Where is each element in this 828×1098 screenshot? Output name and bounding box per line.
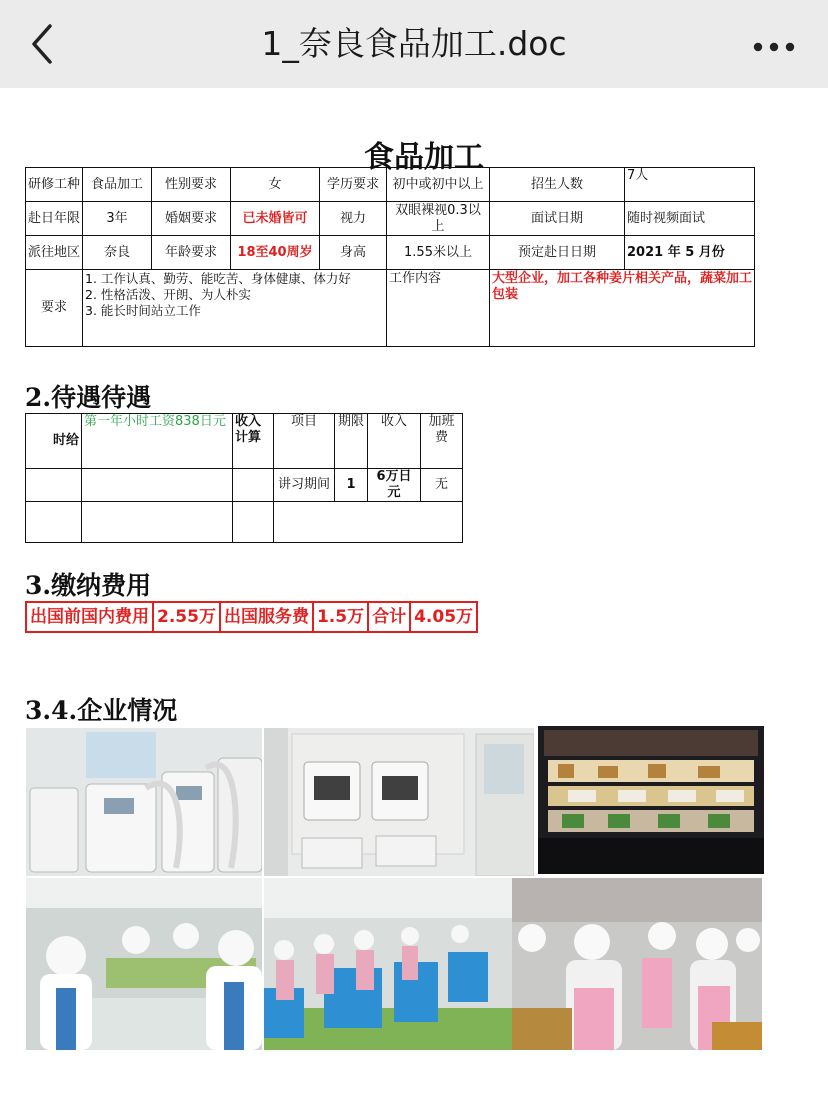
section-heading-fees: 3.缴纳费用 [25,571,152,600]
table-cell: 6万日元 [368,469,421,502]
table-cell: 招生人数 [490,168,625,202]
table-cell: 视力 [320,202,387,236]
doc-heading: 食品加工 [364,140,484,175]
table-cell: 18至40周岁 [231,236,320,270]
table-cell [82,469,233,502]
requirements-cell [83,270,387,347]
table-cell [274,502,463,543]
table-cell: 性别要求 [152,168,231,202]
fee-cell: 出国前国内费用 [26,602,153,632]
table-row [26,168,755,202]
table-cell: 面试日期 [490,202,625,236]
table-cell: 已未婚皆可 [231,202,320,236]
fee-cell: 4.05万 [410,602,477,632]
fee-cell: 2.55万 [153,602,220,632]
wage-cell: 第一年小时工资838日元 [82,414,233,469]
fee-cell: 出国服务费 [220,602,313,632]
section-heading-company: 3.4.企业情况 [25,696,178,725]
table-cell: 女 [231,168,320,202]
table-row [26,602,477,632]
table-cell [82,502,233,543]
table-cell: 收入计算 [233,414,274,469]
table-cell: 加班费 [421,414,463,469]
fees-table [25,601,478,633]
more-options-icon[interactable] [752,38,796,50]
table-cell: 婚姻要求 [152,202,231,236]
table-cell: 学历要求 [320,168,387,202]
workers-sorting-vegetables-photo [26,878,262,1050]
table-cell: 要求 [26,270,83,347]
table-cell: 时给 [26,414,82,469]
table-cell [26,502,82,543]
table-cell: 双眼裸视0.3以上 [387,202,490,236]
table-cell: 期限 [335,414,368,469]
table-row [26,270,755,347]
table-cell: 收入 [368,414,421,469]
table-cell: 赴日年限 [26,202,83,236]
table-cell: 派往地区 [26,236,83,270]
table-cell: 2021 年 5 月份 [625,236,755,270]
table-cell: 初中或初中以上 [387,168,490,202]
table-cell: 预定赴日日期 [490,236,625,270]
table-row [26,202,755,236]
table-cell: 研修工种 [26,168,83,202]
section-heading-benefits: 2.待遇待遇 [25,383,152,412]
requirement-item: 1. 工作认真、勤劳、能吃苦、身体健康、体力好 [85,271,351,286]
table-cell: 年龄要求 [152,236,231,270]
table-cell: 3年 [83,202,152,236]
top-bar [0,0,828,88]
table-cell: 项目 [274,414,335,469]
table-cell: 讲习期间 [274,469,335,502]
table-cell: 7人 [625,168,755,202]
table-cell: 奈良 [83,236,152,270]
table-cell: 1 [335,469,368,502]
requirement-item: 3. 能长时间站立工作 [85,303,201,318]
table-cell: 1.55米以上 [387,236,490,270]
hand-dryers-photo [264,728,534,876]
table-cell: 身高 [320,236,387,270]
table-cell: 工作内容 [387,270,490,347]
benefits-table [25,413,463,543]
table-cell: 食品加工 [83,168,152,202]
table-cell: 随时视频面试 [625,202,755,236]
workers-with-blue-crates-photo [264,878,512,1050]
table-row [26,236,755,270]
info-table [25,167,755,347]
table-cell [233,469,274,502]
table-cell [26,469,82,502]
table-cell [233,502,274,543]
document-title: 1_奈良食品加工.doc [261,24,567,63]
table-row [26,469,463,502]
table-row [26,414,463,469]
document-page [0,88,828,1098]
table-row [26,502,463,543]
table-cell: 无 [421,469,463,502]
requirement-item: 2. 性格活泼、开朗、为人朴实 [85,287,251,302]
work-content-cell: 大型企业，加工各种姜片相关产品，蔬菜加工包装 [490,270,755,347]
fee-cell: 合计 [368,602,410,632]
fee-cell: 1.5万 [313,602,368,632]
factory-machines-photo [26,728,262,876]
food-display-case-photo [538,726,764,874]
workers-packing-food-photo [512,878,762,1050]
